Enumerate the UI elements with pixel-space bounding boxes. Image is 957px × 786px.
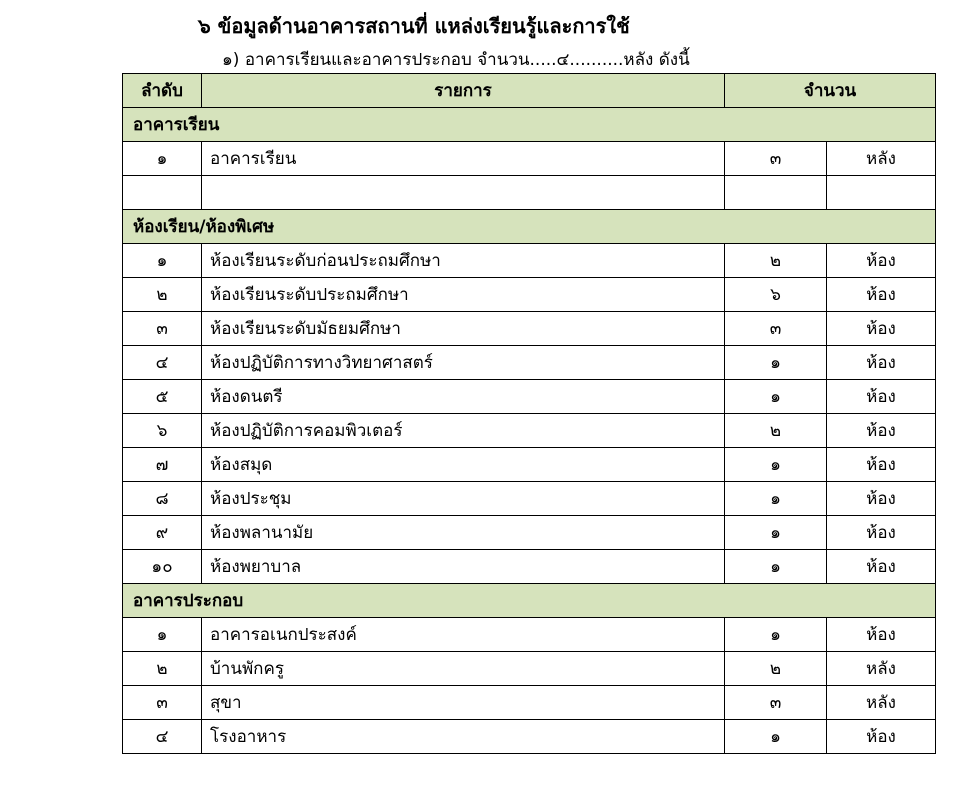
row-quantity: ๒	[725, 652, 827, 686]
table-row	[123, 176, 936, 210]
row-item: ห้องพลานามัย	[202, 516, 725, 550]
table-row	[123, 278, 936, 312]
row-number: ๙	[123, 516, 202, 550]
row-item: โรงอาหาร	[202, 720, 725, 754]
facilities-table	[122, 73, 936, 754]
row-number: ๕	[123, 380, 202, 414]
row-unit: ห้อง	[827, 380, 936, 414]
table-row	[123, 686, 936, 720]
row-item: ห้องเรียนระดับมัธยมศึกษา	[202, 312, 725, 346]
table-row	[123, 414, 936, 448]
row-number: ๘	[123, 482, 202, 516]
row-quantity: ๑	[725, 516, 827, 550]
row-quantity: ๓	[725, 312, 827, 346]
row-unit: ห้อง	[827, 346, 936, 380]
row-number: ๖	[123, 414, 202, 448]
table-row	[123, 380, 936, 414]
row-unit: ห้อง	[827, 550, 936, 584]
table-row	[123, 244, 936, 278]
row-unit: ห้อง	[827, 618, 936, 652]
row-number: ๒	[123, 278, 202, 312]
row-number: ๓	[123, 686, 202, 720]
row-unit: ห้อง	[827, 516, 936, 550]
table-header-row	[123, 74, 936, 108]
table-row	[123, 516, 936, 550]
row-number: ๑๐	[123, 550, 202, 584]
section-title: อาคารประกอบ	[123, 584, 936, 618]
row-item: ห้องประชุม	[202, 482, 725, 516]
row-item: บ้านพักครู	[202, 652, 725, 686]
row-quantity: ๑	[725, 550, 827, 584]
section-row	[123, 108, 936, 142]
table-row	[123, 448, 936, 482]
row-number: ๑	[123, 142, 202, 176]
row-unit: ห้อง	[827, 448, 936, 482]
section-title: ห้องเรียน/ห้องพิเศษ	[123, 210, 936, 244]
row-quantity: ๑	[725, 380, 827, 414]
row-quantity: ๓	[725, 142, 827, 176]
row-number: ๑	[123, 618, 202, 652]
section-row	[123, 584, 936, 618]
table-row	[123, 312, 936, 346]
row-quantity: ๒	[725, 414, 827, 448]
row-unit: หลัง	[827, 652, 936, 686]
row-number: ๑	[123, 244, 202, 278]
section-title: อาคารเรียน	[123, 108, 936, 142]
row-unit: ห้อง	[827, 244, 936, 278]
row-quantity: ๒	[725, 244, 827, 278]
row-item: ห้องเรียนระดับประถมศึกษา	[202, 278, 725, 312]
row-quantity: ๑	[725, 720, 827, 754]
section-heading: ๖ ข้อมูลด้านอาคารสถานที่ แหล่งเรียนรู้และการใช้	[198, 14, 630, 38]
row-item: อาคารอเนกประสงค์	[202, 618, 725, 652]
header-order: ลำดับ	[123, 74, 202, 108]
row-quantity	[725, 176, 827, 210]
row-unit: ห้อง	[827, 312, 936, 346]
row-unit: ห้อง	[827, 278, 936, 312]
row-item: ห้องเรียนระดับก่อนประถมศึกษา	[202, 244, 725, 278]
row-item: สุขา	[202, 686, 725, 720]
row-unit: หลัง	[827, 142, 936, 176]
row-quantity: ๑	[725, 346, 827, 380]
row-number: ๒	[123, 652, 202, 686]
header-amount: จำนวน	[725, 74, 936, 108]
row-quantity: ๑	[725, 482, 827, 516]
row-quantity: ๑	[725, 618, 827, 652]
row-quantity: ๓	[725, 686, 827, 720]
table-row	[123, 346, 936, 380]
row-item: ห้องสมุด	[202, 448, 725, 482]
row-unit: ห้อง	[827, 720, 936, 754]
row-number: ๓	[123, 312, 202, 346]
row-number: ๔	[123, 346, 202, 380]
table-row	[123, 618, 936, 652]
row-item: ห้องปฏิบัติการทางวิทยาศาสตร์	[202, 346, 725, 380]
row-number: ๗	[123, 448, 202, 482]
row-item: ห้องปฏิบัติการคอมพิวเตอร์	[202, 414, 725, 448]
row-unit	[827, 176, 936, 210]
table-row	[123, 142, 936, 176]
table-row	[123, 652, 936, 686]
table-row	[123, 550, 936, 584]
table-row	[123, 482, 936, 516]
row-number	[123, 176, 202, 210]
header-item: รายการ	[202, 74, 725, 108]
row-unit: ห้อง	[827, 414, 936, 448]
row-quantity: ๑	[725, 448, 827, 482]
row-item: ห้องพยาบาล	[202, 550, 725, 584]
row-item: ห้องดนตรี	[202, 380, 725, 414]
row-quantity: ๖	[725, 278, 827, 312]
buildings-subheading: ๑) อาคารเรียนและอาคารประกอบ จำนวน.....๔..........หลัง ดังนี้	[222, 50, 690, 70]
section-row	[123, 210, 936, 244]
row-number: ๔	[123, 720, 202, 754]
row-item	[202, 176, 725, 210]
row-item: อาคารเรียน	[202, 142, 725, 176]
row-unit: หลัง	[827, 686, 936, 720]
row-unit: ห้อง	[827, 482, 936, 516]
table-row	[123, 720, 936, 754]
